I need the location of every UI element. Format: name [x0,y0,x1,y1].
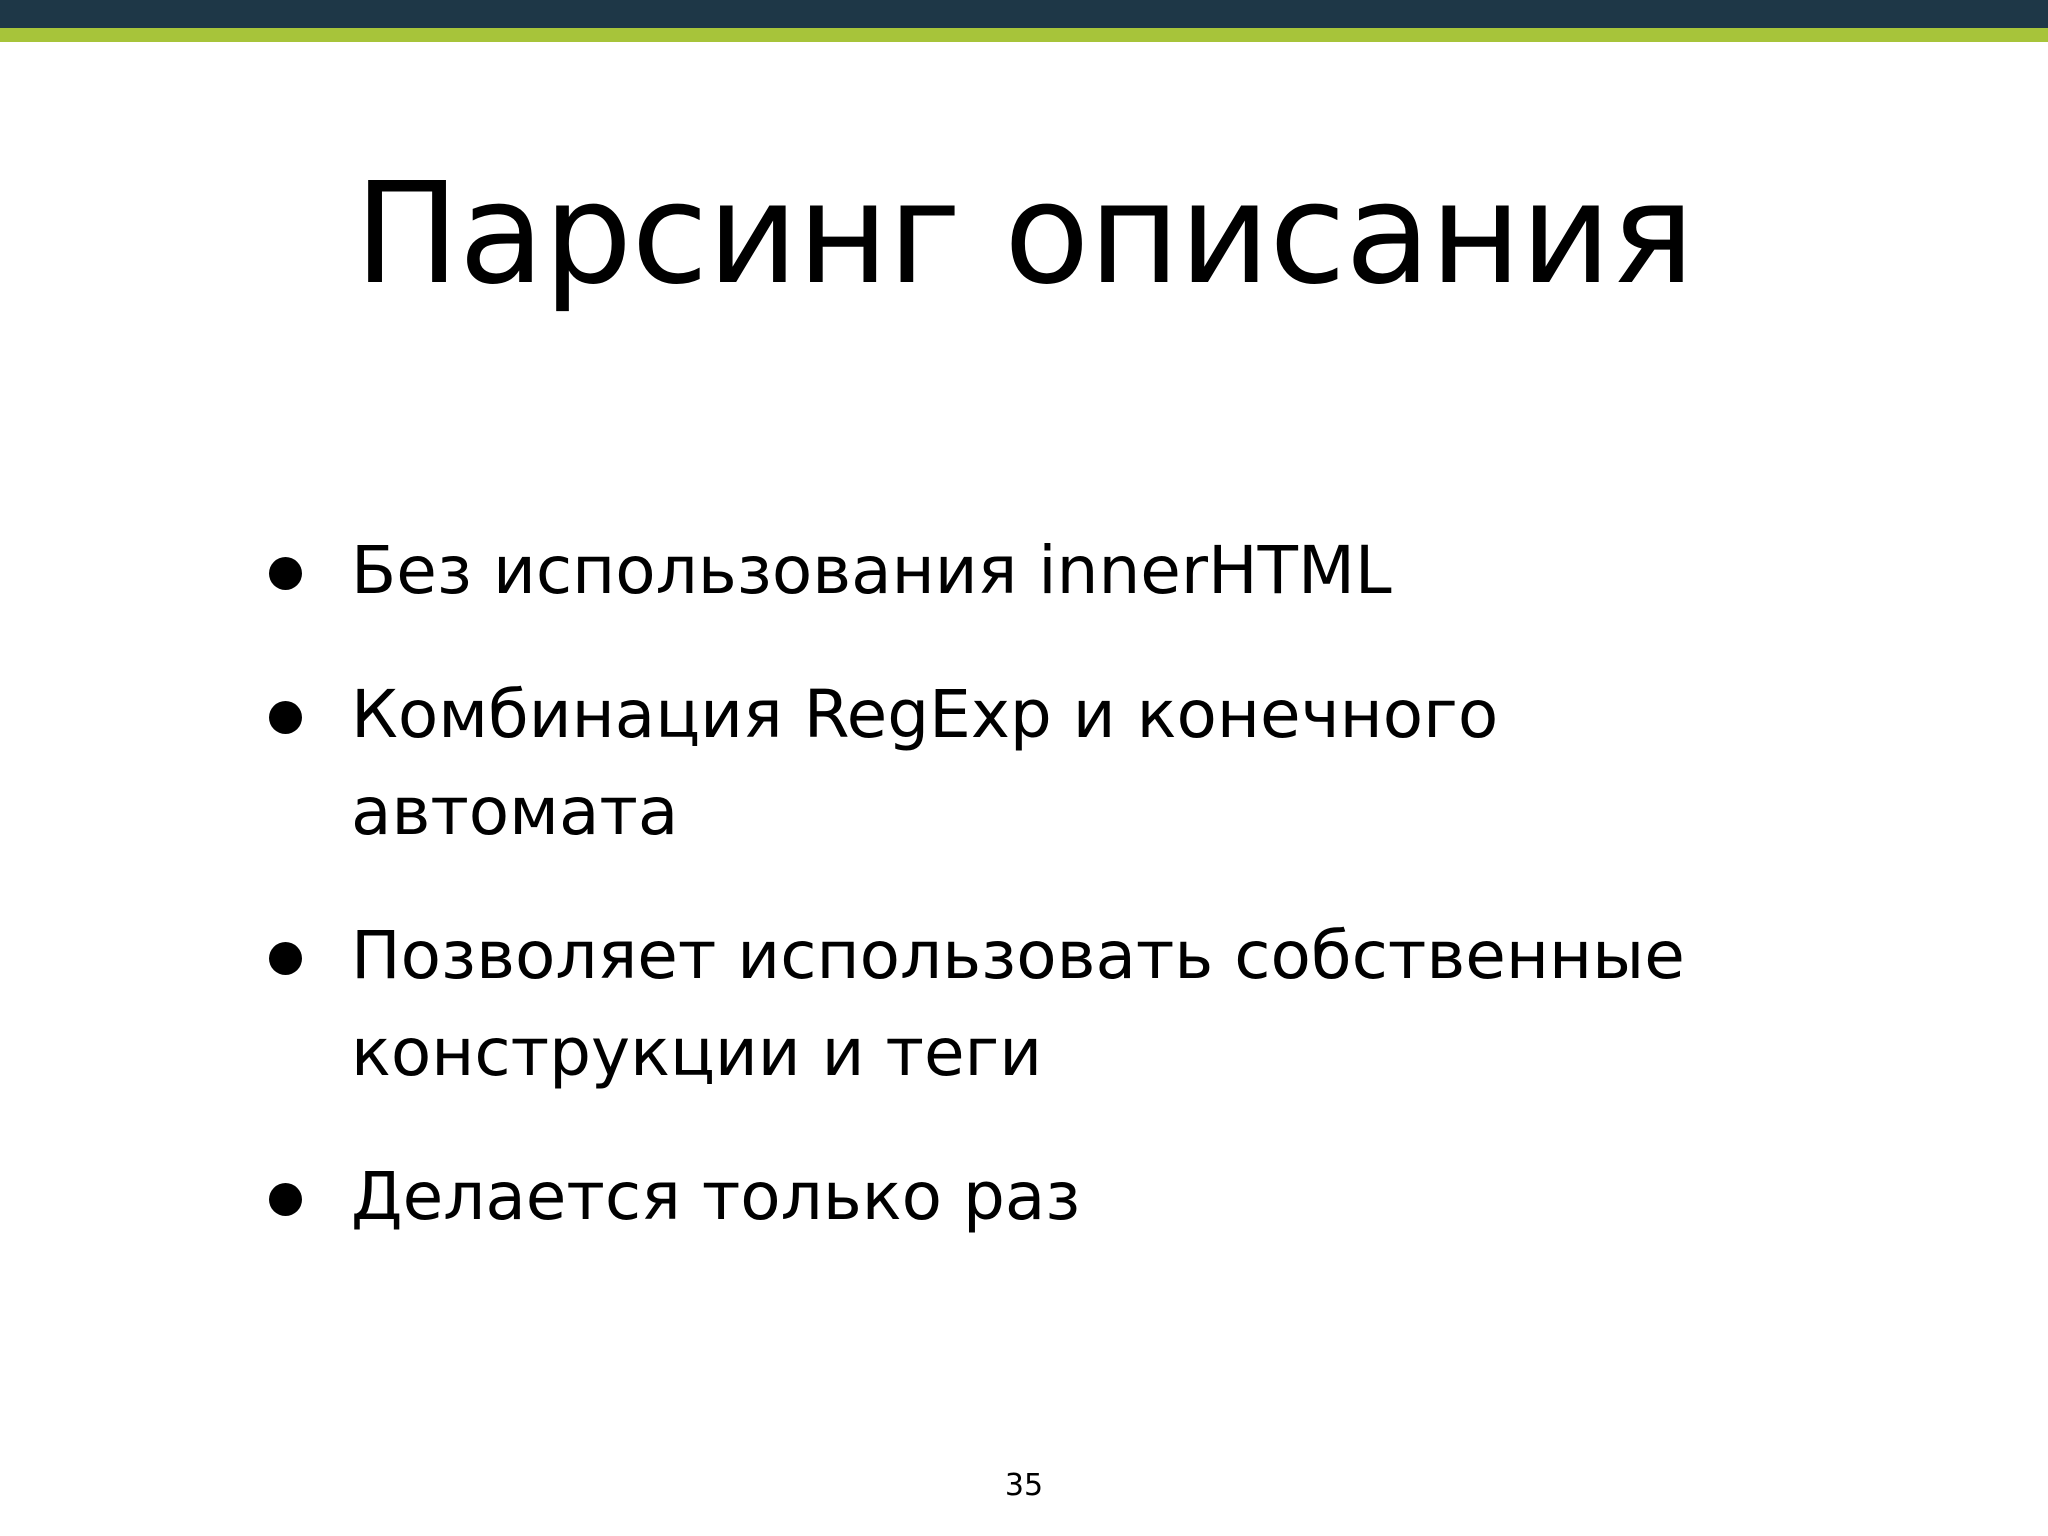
accent-band [0,28,2048,42]
top-band [0,0,2048,28]
slide-title: Парсинг описания [354,153,1694,316]
bullet-dot-icon [269,1183,302,1216]
page-number: 35 [1004,1468,1044,1503]
bullet-list [255,522,1815,1292]
bullet-text: Позволяет использовать собственные конструкции и теги [351,917,1685,1091]
bullet-dot-icon [269,942,302,975]
bullet-dot-icon [269,557,302,590]
bullet-text: Делается только раз [351,1158,1081,1235]
bullet-item [255,666,1815,860]
bullet-item [255,522,1815,619]
bullet-text: Без использования innerHTML [351,532,1392,609]
bullet-item [255,907,1815,1101]
bullet-text: Комбинация RegExp и конечного автомата [351,676,1499,850]
bullet-dot-icon [269,701,302,734]
bullet-item [255,1148,1815,1245]
